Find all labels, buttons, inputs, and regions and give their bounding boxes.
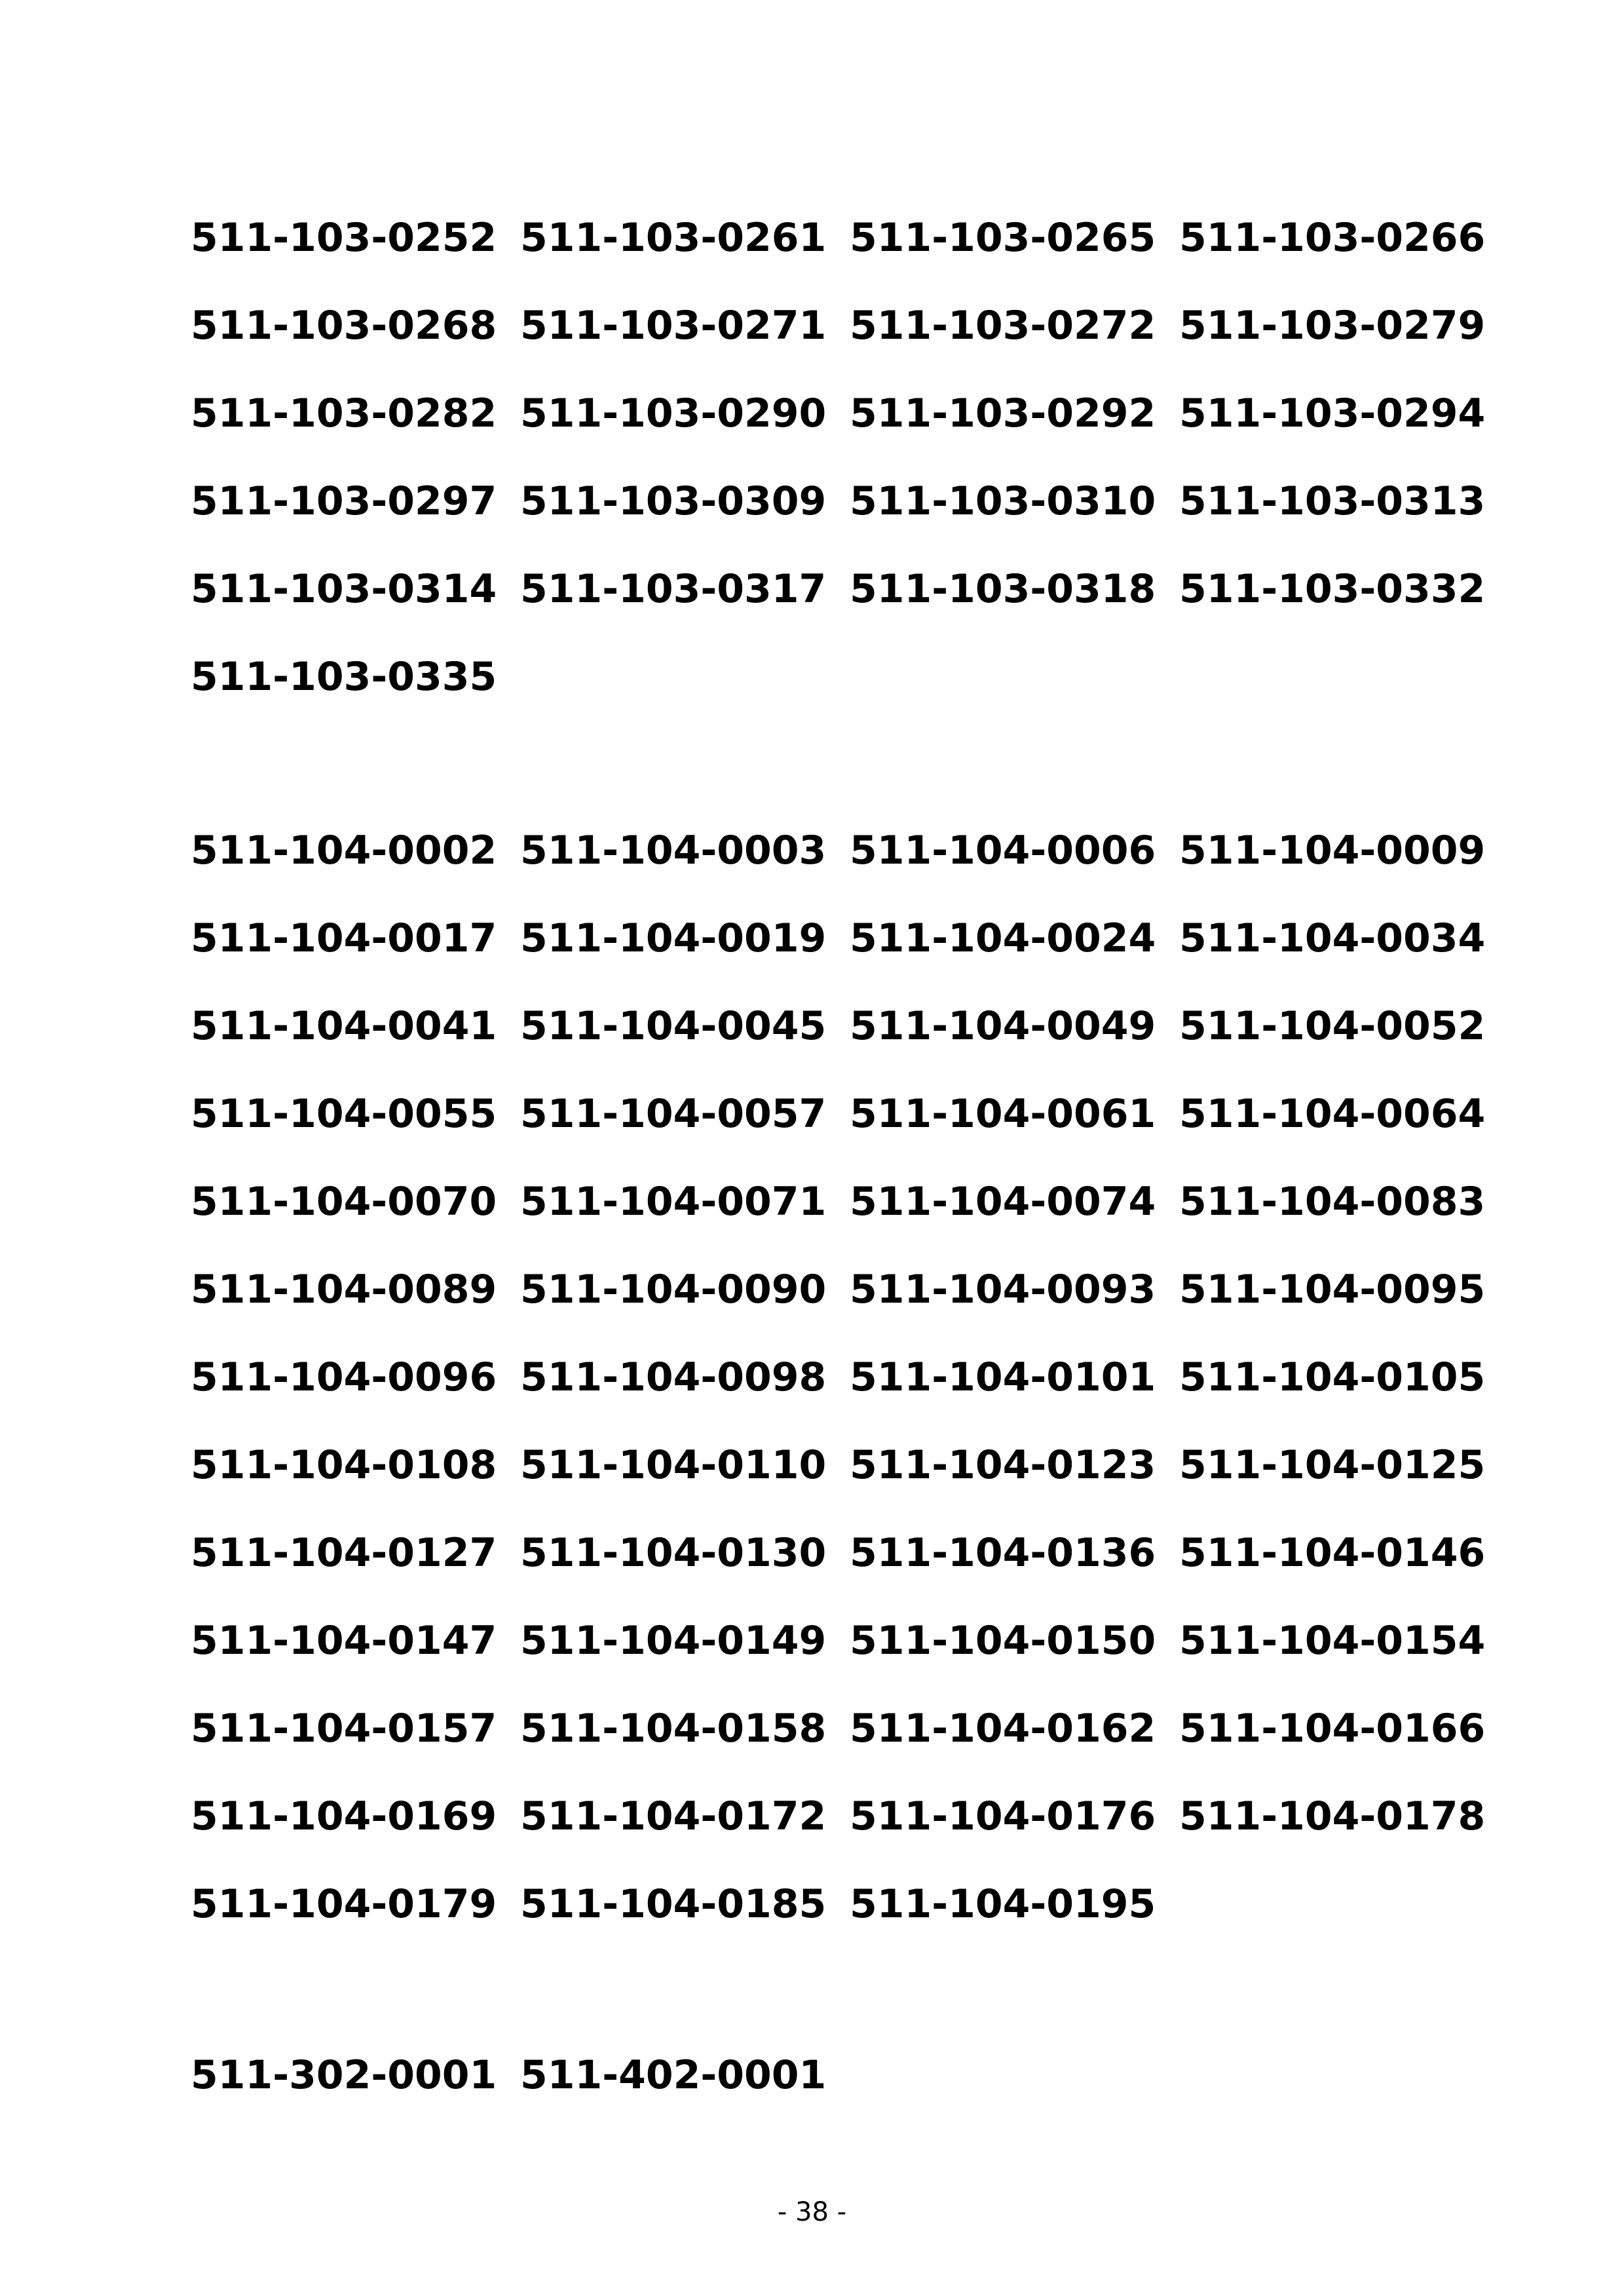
code-item: 511-104-0093: [850, 1267, 1156, 1312]
code-item: 511-104-0064: [1179, 1091, 1486, 1137]
code-item: 511-104-0074: [850, 1179, 1156, 1225]
code-item: 511-104-0130: [520, 1530, 827, 1576]
code-item: 511-103-0265: [850, 215, 1156, 261]
code-item: 511-104-0125: [1179, 1442, 1486, 1488]
code-item: 511-103-0317: [520, 566, 827, 612]
code-item: 511-103-0268: [191, 303, 497, 349]
code-item: 511-104-0150: [850, 1618, 1156, 1664]
code-item: 511-103-0272: [850, 303, 1156, 349]
code-item: 511-104-0017: [191, 915, 497, 961]
code-item: 511-104-0057: [520, 1091, 827, 1137]
code-item: 511-104-0176: [850, 1793, 1156, 1839]
code-list-section-104: [191, 807, 1509, 1948]
code-item: 511-104-0089: [191, 1267, 497, 1312]
code-item: 511-104-0090: [520, 1267, 827, 1312]
code-item: 511-103-0271: [520, 303, 827, 349]
code-item: 511-104-0049: [850, 1003, 1156, 1049]
code-item: 511-302-0001: [191, 2052, 497, 2098]
code-item: 511-104-0098: [520, 1354, 827, 1400]
code-item: 511-103-0292: [850, 391, 1156, 436]
code-item: 511-104-0169: [191, 1793, 497, 1839]
code-item: 511-103-0310: [850, 478, 1156, 524]
code-list-section-103: [191, 194, 1509, 721]
code-item: 511-104-0041: [191, 1003, 497, 1049]
code-item: 511-104-0110: [520, 1442, 827, 1488]
code-item: 511-104-0195: [850, 1881, 1156, 1927]
code-item: 511-104-0003: [520, 828, 827, 873]
page-number: - 38 -: [777, 2197, 847, 2227]
code-item: 511-104-0123: [850, 1442, 1156, 1488]
code-item: 511-402-0001: [520, 2052, 827, 2098]
code-item: 511-104-0045: [520, 1003, 827, 1049]
code-item: 511-104-0179: [191, 1881, 497, 1927]
code-item: 511-103-0290: [520, 391, 827, 436]
code-item: 511-104-0034: [1179, 915, 1486, 961]
code-item: 511-104-0172: [520, 1793, 827, 1839]
code-item: 511-104-0009: [1179, 828, 1486, 873]
code-item: 511-104-0071: [520, 1179, 827, 1225]
code-item: 511-104-0105: [1179, 1354, 1486, 1400]
code-item: 511-104-0052: [1179, 1003, 1486, 1049]
code-item: 511-104-0070: [191, 1179, 497, 1225]
code-item: 511-104-0024: [850, 915, 1156, 961]
code-item: 511-104-0146: [1179, 1530, 1486, 1576]
code-item: 511-104-0158: [520, 1706, 827, 1751]
code-item: 511-103-0279: [1179, 303, 1486, 349]
code-item: 511-103-0335: [191, 654, 497, 700]
code-item: 511-104-0095: [1179, 1267, 1486, 1312]
code-item: 511-104-0147: [191, 1618, 497, 1664]
code-item: 511-104-0083: [1179, 1179, 1486, 1225]
code-item: 511-103-0282: [191, 391, 497, 436]
code-item: 511-104-0162: [850, 1706, 1156, 1751]
code-item: 511-104-0006: [850, 828, 1156, 873]
code-item: 511-103-0332: [1179, 566, 1486, 612]
code-item: 511-104-0185: [520, 1881, 827, 1927]
code-item: 511-103-0313: [1179, 478, 1486, 524]
code-item: 511-104-0101: [850, 1354, 1156, 1400]
code-item: 511-103-0266: [1179, 215, 1486, 261]
code-item: 511-104-0061: [850, 1091, 1156, 1137]
code-item: 511-103-0318: [850, 566, 1156, 612]
code-item: 511-104-0002: [191, 828, 497, 873]
code-item: 511-104-0108: [191, 1442, 497, 1488]
code-item: 511-103-0261: [520, 215, 827, 261]
code-item: 511-104-0149: [520, 1618, 827, 1664]
code-item: 511-104-0096: [191, 1354, 497, 1400]
code-item: 511-103-0252: [191, 215, 497, 261]
code-item: 511-103-0309: [520, 478, 827, 524]
code-item: 511-104-0178: [1179, 1793, 1486, 1839]
code-item: 511-104-0166: [1179, 1706, 1486, 1751]
code-item: 511-103-0314: [191, 566, 497, 612]
code-item: 511-104-0157: [191, 1706, 497, 1751]
code-item: 511-104-0019: [520, 915, 827, 961]
code-list-section-misc: [191, 2031, 1509, 2119]
code-item: 511-103-0294: [1179, 391, 1486, 436]
code-item: 511-104-0136: [850, 1530, 1156, 1576]
code-item: 511-104-0127: [191, 1530, 497, 1576]
code-item: 511-104-0055: [191, 1091, 497, 1137]
code-item: 511-104-0154: [1179, 1618, 1486, 1664]
code-item: 511-103-0297: [191, 478, 497, 524]
